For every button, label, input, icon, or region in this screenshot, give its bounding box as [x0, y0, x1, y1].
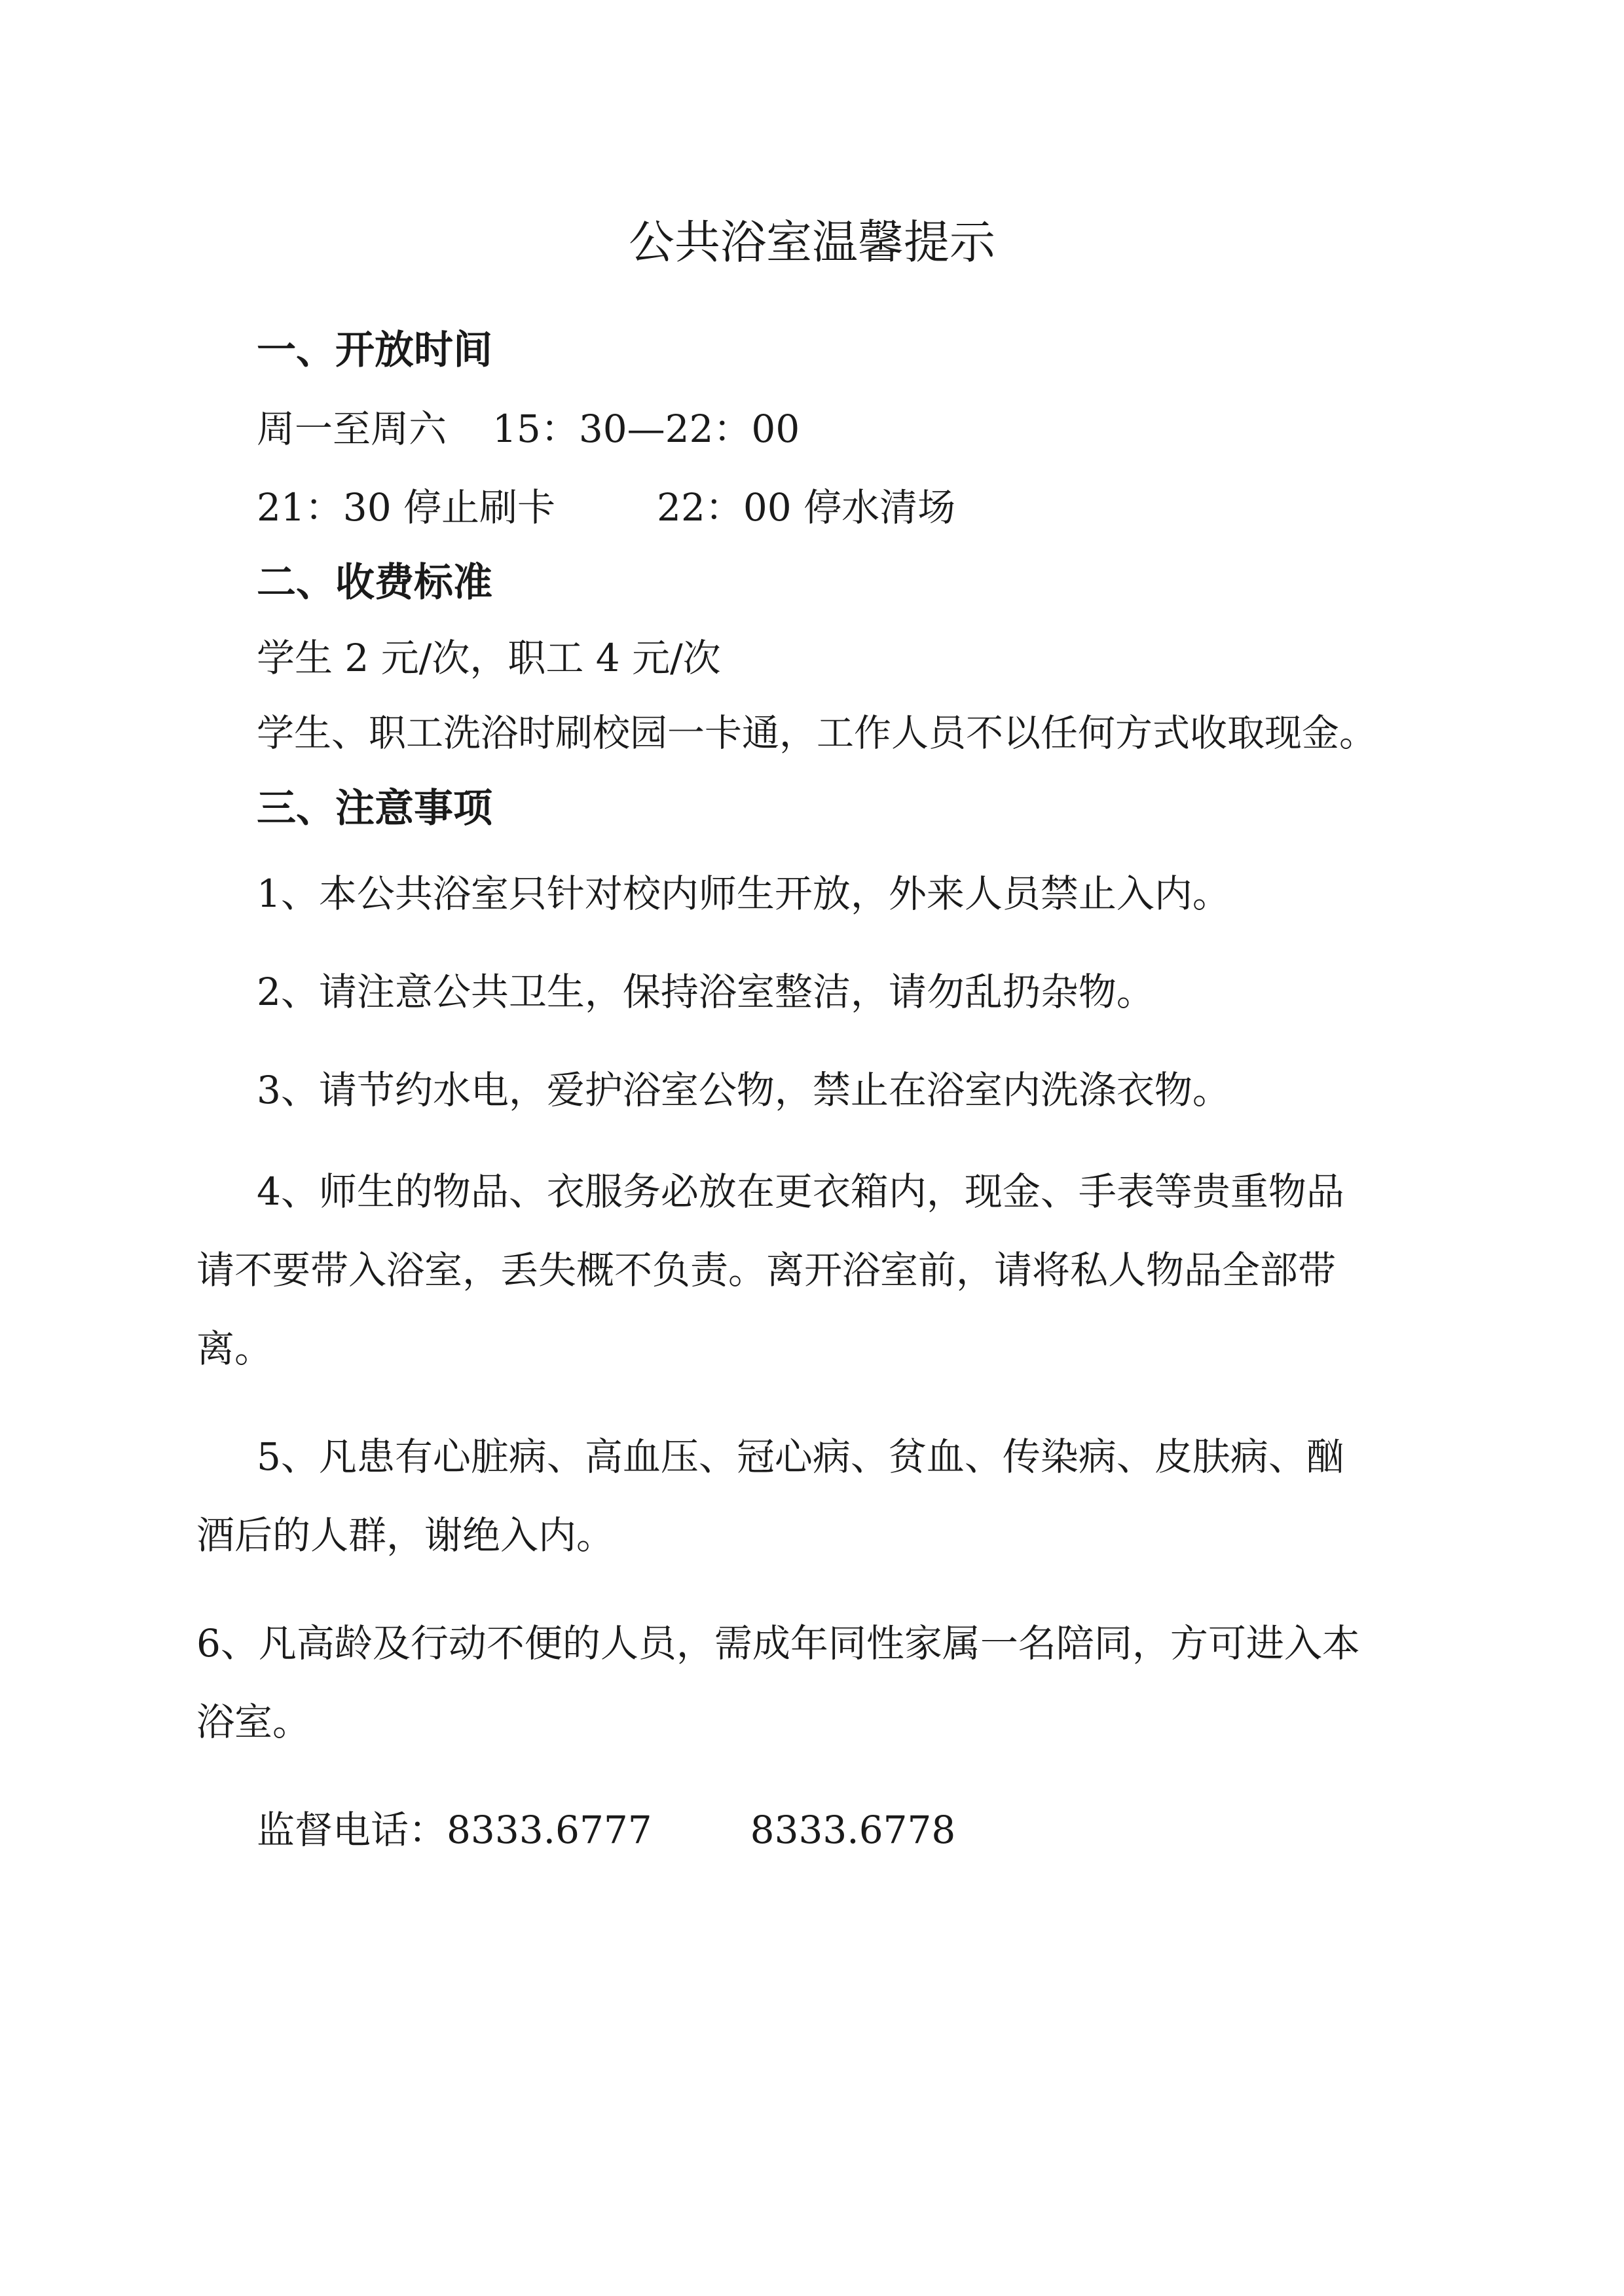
note-item-4-line-1: 4、师生的物品、衣服务必放在更衣箱内，现金、手表等贵重物品	[257, 1169, 1344, 1214]
water-stop-time: 22：00 停水清场	[657, 485, 956, 530]
note-item-1: 1、本公共浴室只针对校内师生开放，外来人员禁止入内。	[257, 871, 1230, 916]
hours-line-2	[257, 484, 955, 530]
section-heading-notes: 三、注意事项	[257, 786, 492, 831]
fee-rates: 学生 2 元/次，职工 4 元/次	[257, 636, 721, 680]
supervision-hotline	[257, 1807, 955, 1853]
note-item-5-line-1: 5、凡患有心脏病、高血压、冠心病、贫血、传染病、皮肤病、酗	[257, 1434, 1344, 1479]
section-heading-hours: 一、开放时间	[257, 327, 492, 373]
note-item-6-line-2: 浴室。	[196, 1700, 311, 1744]
note-item-5-line-2: 酒后的人群，谢绝入内。	[196, 1513, 615, 1558]
note-item-6-line-1: 6、凡高龄及行动不便的人员，需成年同性家属一名陪同，方可进入本	[196, 1621, 1360, 1666]
hours-line-1	[257, 406, 800, 452]
hotline-label: 监督电话：	[257, 1808, 447, 1852]
note-item-4-line-2: 请不要带入浴室，丢失概不负责。离开浴室前，请将私人物品全部带	[196, 1248, 1337, 1292]
hours-range: 15：30—22：00	[492, 407, 800, 451]
note-item-4-line-3: 离。	[196, 1326, 273, 1371]
hotline-phone-1: 8333.6777	[447, 1808, 652, 1852]
hours-days: 周一至周六	[257, 407, 447, 451]
note-item-3: 3、请节约水电，爱护浴室公物，禁止在浴室内洗涤衣物。	[257, 1068, 1230, 1112]
page-title: 公共浴室温馨提示	[629, 215, 995, 269]
fee-payment-note: 学生、职工洗浴时刷校园一卡通，工作人员不以任何方式收取现金。	[257, 712, 1376, 755]
section-heading-fees: 二、收费标准	[257, 560, 492, 606]
hotline-phone-2: 8333.6778	[750, 1808, 956, 1852]
note-item-2: 2、请注意公共卫生，保持浴室整洁，请勿乱扔杂物。	[257, 970, 1154, 1014]
card-stop-time: 21：30 停止刷卡	[257, 485, 556, 530]
